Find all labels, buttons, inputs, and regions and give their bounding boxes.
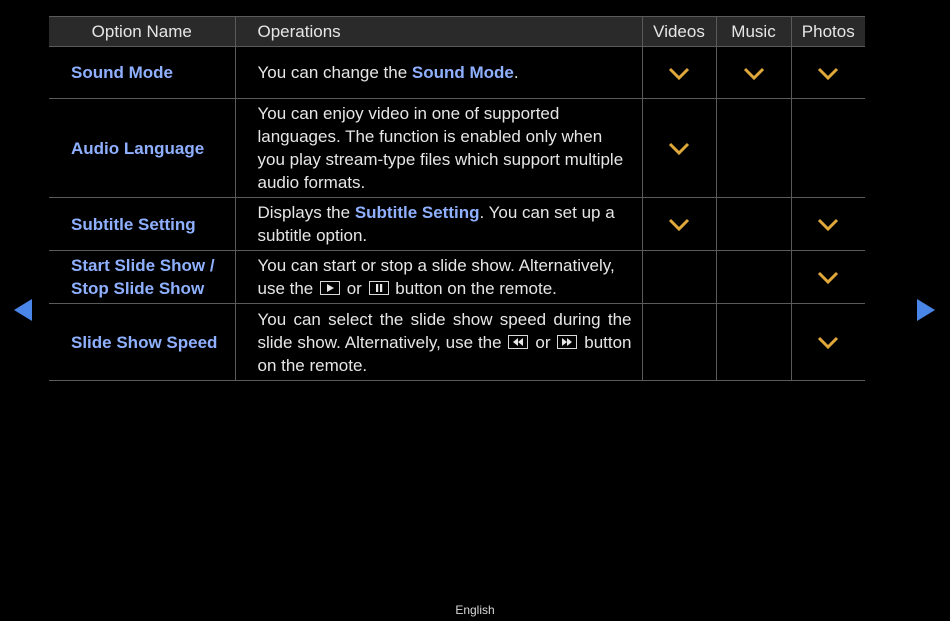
- photos-support-cell: [791, 198, 865, 251]
- music-support-cell: [716, 304, 791, 381]
- header-videos: Videos: [642, 17, 716, 47]
- ops-text-part: .: [513, 63, 519, 82]
- option-name-start-stop-slide-show: [49, 251, 235, 304]
- checkmark-chevron-icon: [817, 336, 839, 350]
- table-header-row: [49, 17, 865, 47]
- rewind-button-icon: [508, 335, 528, 349]
- checkmark-chevron-icon: [668, 142, 690, 156]
- header-photos: Photos: [791, 17, 865, 47]
- music-support-cell: [716, 99, 791, 198]
- photos-support-cell: [791, 99, 865, 198]
- ops-text-part: You can start or stop a slide show. Alternatively, use the: [257, 256, 615, 298]
- pause-button-icon: [369, 281, 389, 295]
- ops-text-part: or: [342, 279, 367, 298]
- videos-support-cell: [642, 198, 716, 251]
- photos-support-cell: [791, 304, 865, 381]
- play-button-icon: [320, 281, 340, 295]
- table-row: [49, 251, 865, 304]
- music-support-cell: [716, 251, 791, 304]
- ops-text-part: You can select the slide show speed during the slide show. Alternatively, use the: [257, 309, 632, 352]
- operations-text: [235, 198, 642, 251]
- header-option-name: Option Name: [49, 17, 235, 47]
- fast-forward-button-icon: [557, 335, 577, 349]
- ops-text-part: Displays the: [257, 203, 355, 222]
- checkmark-chevron-icon: [817, 67, 839, 81]
- checkmark-chevron-icon: [668, 218, 690, 232]
- table-row: [49, 198, 865, 251]
- checkmark-chevron-icon: [743, 67, 765, 81]
- keyword-subtitle-setting: Subtitle Setting: [354, 203, 480, 222]
- music-support-cell: [716, 47, 791, 99]
- option-name-sound-mode: Sound Mode: [49, 47, 235, 99]
- table-row: [49, 47, 865, 99]
- option-name-line: Stop Slide Show: [71, 279, 205, 298]
- operations-text: [235, 47, 642, 99]
- videos-support-cell: [642, 251, 716, 304]
- footer-language: English: [455, 603, 495, 617]
- checkmark-chevron-icon: [817, 218, 839, 232]
- videos-support-cell: [642, 99, 716, 198]
- ops-text-part: button on the remote.: [257, 332, 632, 375]
- option-name-slide-show-speed: Slide Show Speed: [49, 304, 235, 381]
- operations-text: [235, 304, 642, 381]
- music-support-cell: [716, 198, 791, 251]
- option-name-subtitle-setting: Subtitle Setting: [49, 198, 235, 251]
- ops-text-part: or: [530, 332, 556, 352]
- checkmark-chevron-icon: [668, 67, 690, 81]
- previous-page-arrow-icon[interactable]: [12, 298, 34, 322]
- checkmark-chevron-icon: [817, 271, 839, 285]
- options-table: [49, 16, 865, 381]
- operations-text: You can enjoy video in one of supported languages. The function is enabled only when you play stream-type files which support multiple audio formats.: [235, 99, 642, 198]
- videos-support-cell: [642, 304, 716, 381]
- ops-text-part: . You can set up a subtitle option.: [257, 203, 615, 245]
- ops-text-part: button on the remote.: [390, 279, 557, 298]
- next-page-arrow-icon[interactable]: [915, 298, 937, 322]
- table-row: [49, 99, 865, 198]
- option-name-audio-language: Audio Language: [49, 99, 235, 198]
- videos-support-cell: [642, 47, 716, 99]
- photos-support-cell: [791, 47, 865, 99]
- photos-support-cell: [791, 251, 865, 304]
- option-name-line: Start Slide Show /: [71, 256, 215, 275]
- ops-text-part: You can change the: [257, 63, 412, 82]
- operations-text: [235, 251, 642, 304]
- header-music: Music: [716, 17, 791, 47]
- table-row: [49, 304, 865, 381]
- keyword-sound-mode: Sound Mode: [411, 63, 514, 82]
- header-operations: Operations: [235, 17, 642, 47]
